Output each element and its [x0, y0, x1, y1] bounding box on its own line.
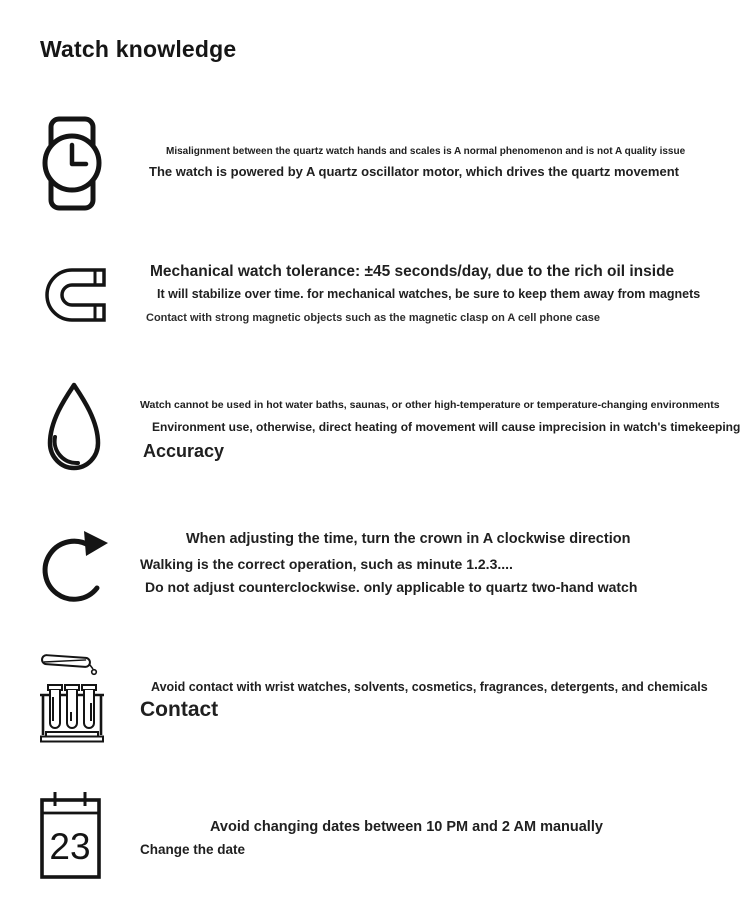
- date-change-warning-line: Avoid changing dates between 10 PM and 2 AM manually: [210, 819, 603, 835]
- quartz-misalignment-note: Misalignment between the quartz watch hands and scales is A normal phenomenon and is not A quality issue: [166, 146, 686, 157]
- test-tubes-icon: [38, 648, 106, 745]
- magnet-icon: [42, 267, 106, 323]
- tolerance-headline: Mechanical watch tolerance: ±45 seconds/day, due to the rich oil inside: [150, 263, 675, 280]
- environment-warning-line: Environment use, otherwise, direct heating of movement will cause imprecision in watch's timekeeping: [152, 420, 741, 434]
- contact-headline: Contact: [140, 698, 219, 721]
- clockwise-headline: When adjusting the time, turn the crown in A clockwise direction: [186, 531, 631, 547]
- magnet-contact-note: Contact with strong magnetic objects such as the magnetic clasp on A cell phone case: [146, 312, 600, 324]
- magnet-warning-line: It will stabilize over time. for mechanical watches, be sure to keep them away from magnets: [157, 287, 701, 301]
- calendar-day-number: 23: [49, 826, 91, 867]
- water-drop-icon: [44, 381, 104, 474]
- quartz-movement-headline: The watch is powered by A quartz oscillator motor, which drives the quartz movement: [149, 164, 679, 179]
- hot-water-note: Watch cannot be used in hot water baths, saunas, or other high-temperature or temperature-changing environments: [140, 399, 720, 411]
- counterclockwise-warning-line: Do not adjust counterclockwise. only applicable to quartz two-hand watch: [145, 579, 638, 595]
- wristwatch-icon: [40, 116, 104, 211]
- page-title: Watch knowledge: [40, 36, 237, 62]
- accuracy-headline: Accuracy: [143, 441, 225, 461]
- chemical-warning-line: Avoid contact with wrist watches, solvents, cosmetics, fragrances, detergents, and chemicals: [151, 680, 708, 694]
- calendar-icon: [40, 791, 102, 880]
- change-date-headline: Change the date: [140, 842, 246, 857]
- clockwise-arrow-icon: [40, 524, 110, 612]
- walking-operation-line: Walking is the correct operation, such as minute 1.2.3....: [140, 556, 513, 572]
